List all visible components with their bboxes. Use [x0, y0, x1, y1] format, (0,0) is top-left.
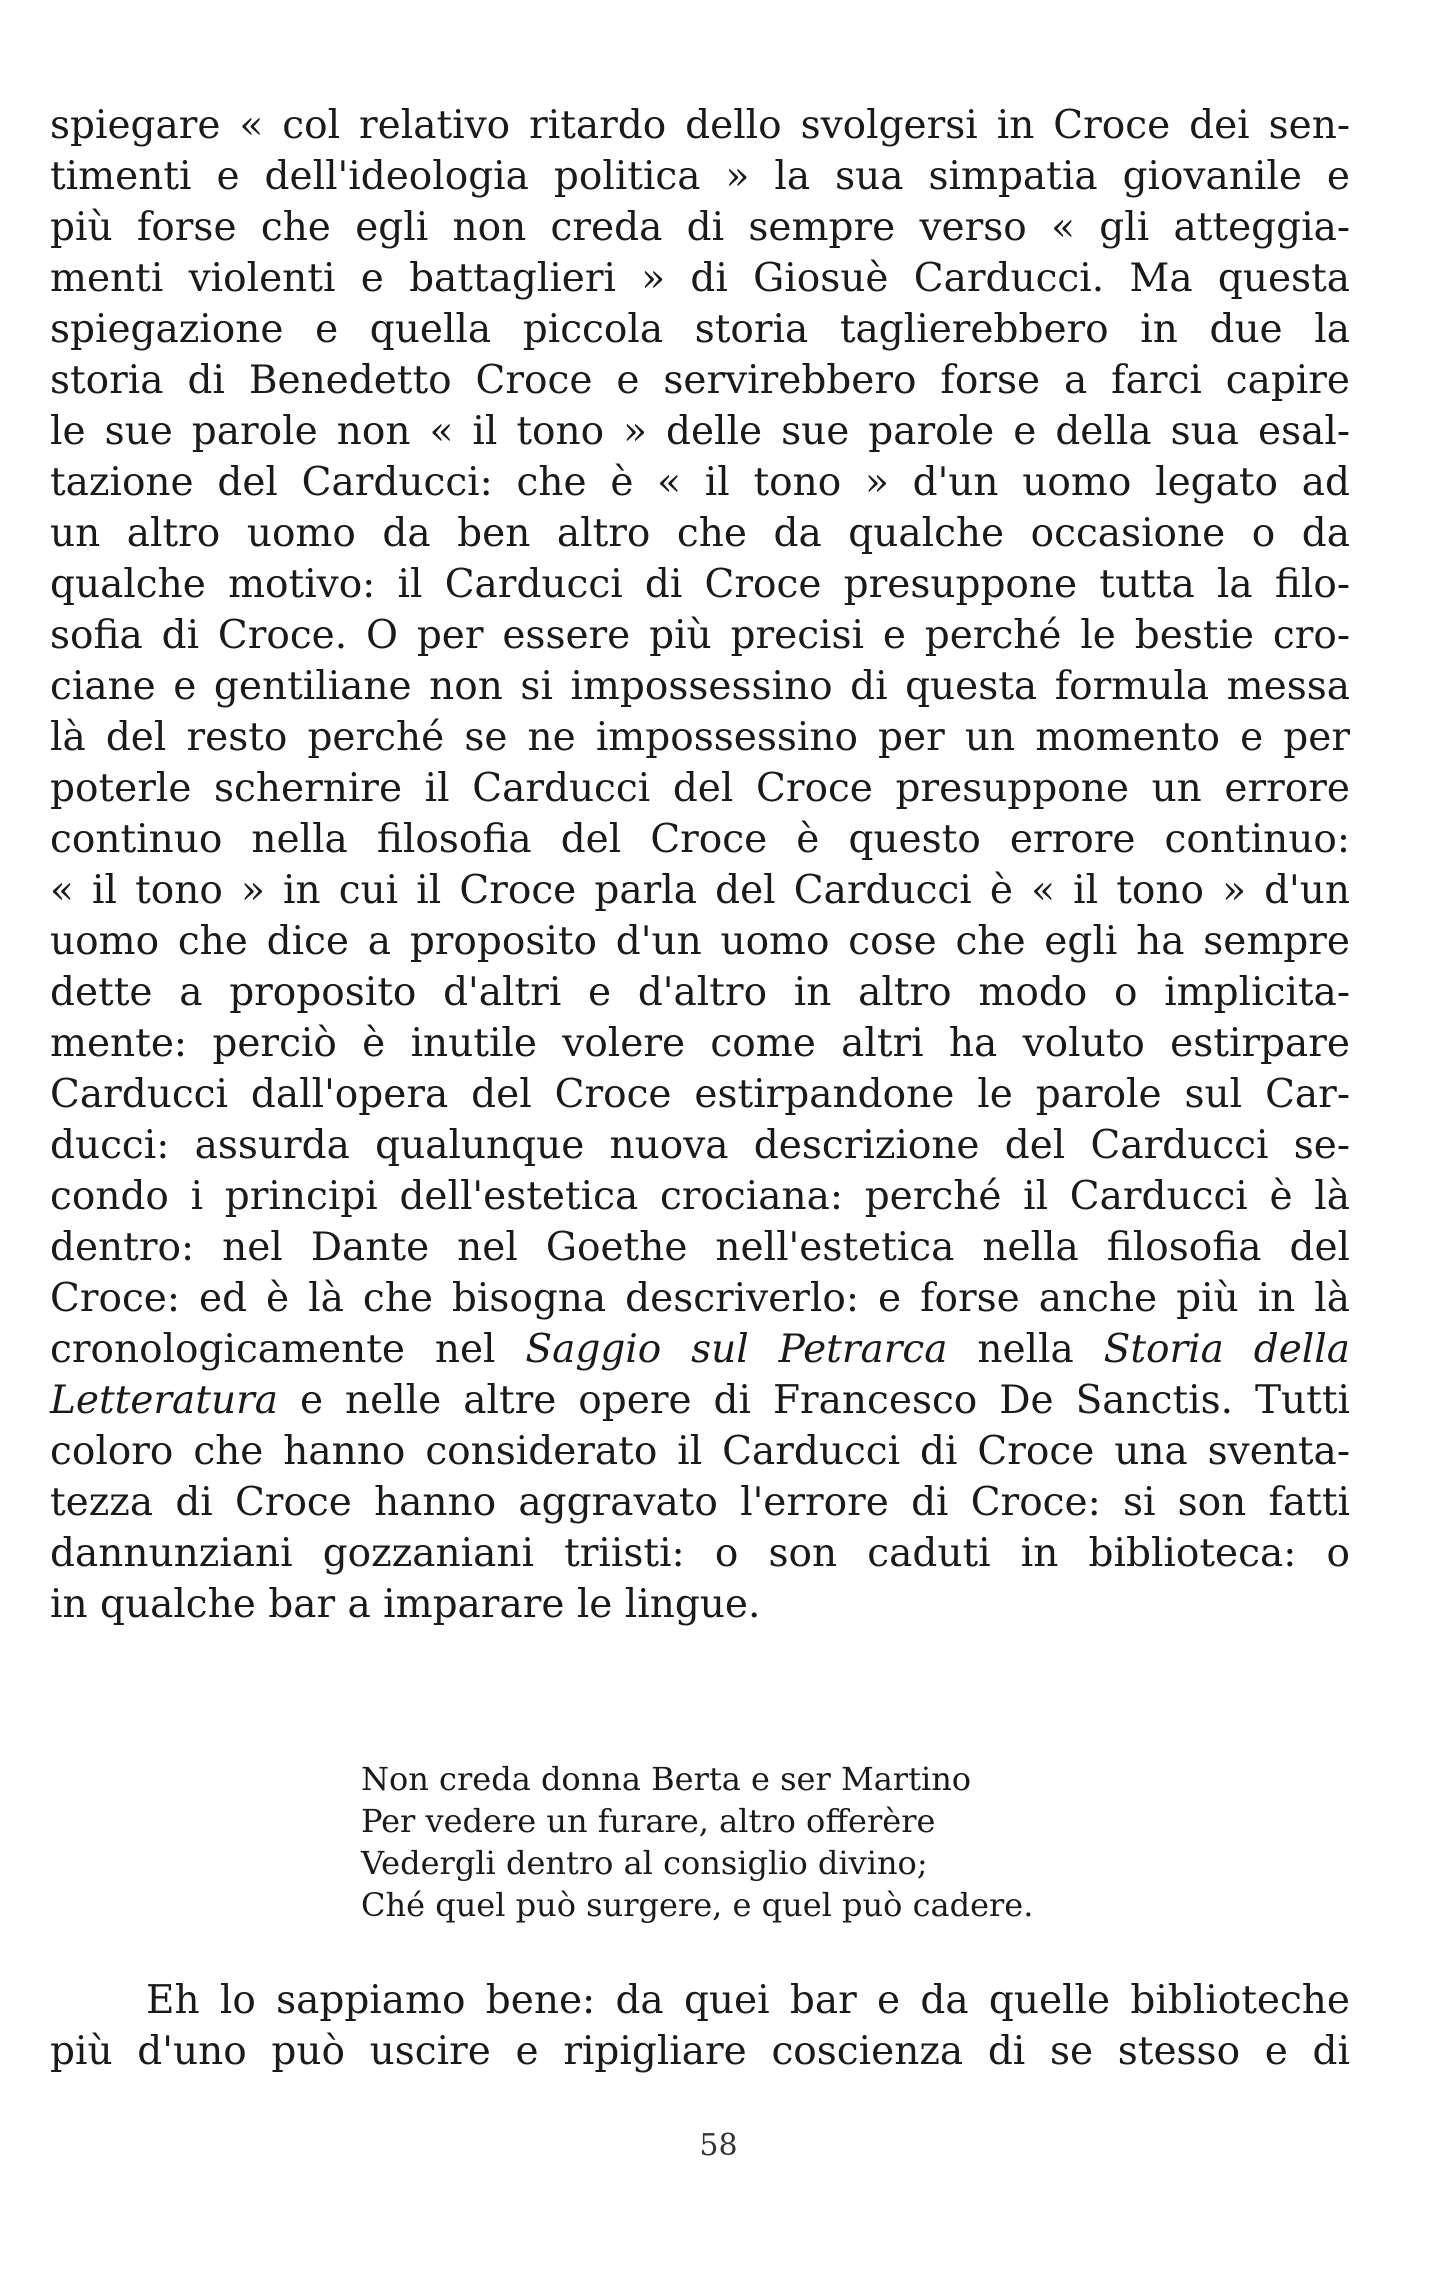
text-line: un altro uomo da ben altro che da qualche occasione o da	[50, 511, 1350, 556]
text-line: tezza di Croce hanno aggravato l'errore di Croce: si son fatti	[50, 1480, 1350, 1525]
text-line: ciane e gentiliane non si impossessino di questa formula messa	[50, 664, 1350, 709]
text-line: tazione del Carducci: che è « il tono » d'un uomo legato ad	[50, 460, 1350, 505]
text-line: timenti e dell'ideologia politica » la sua simpatia giovanile e	[50, 154, 1350, 199]
text-line: Croce: ed è là che bisogna descriverlo: e forse anche più in là	[50, 1276, 1350, 1321]
text-line: mente: perciò è inutile volere come altri ha voluto estirpare	[50, 1021, 1350, 1066]
continuation-paragraph	[50, 1975, 1350, 2077]
text-fragment: cronologicamente nel	[50, 1327, 526, 1372]
book-title-storia: Storia della	[1103, 1327, 1350, 1372]
page-number: 58	[699, 2128, 738, 2163]
text-line: dannunziani gozzaniani triisti: o son caduti in biblioteca: o	[50, 1531, 1350, 1576]
text-line: menti violenti e battaglieri » di Giosuè Carducci. Ma questa	[50, 256, 1350, 301]
text-line-with-titles	[50, 1375, 1350, 1426]
text-line: Eh lo sappiamo bene: da quei bar e da quelle biblioteche	[146, 1978, 1350, 2023]
text-line: continuo nella filosofia del Croce è questo errore continuo:	[50, 817, 1350, 862]
text-line: coloro che hanno considerato il Carducci di Croce una sventa-	[50, 1429, 1350, 1474]
text-fragment: nella	[947, 1327, 1104, 1372]
main-paragraph	[50, 100, 1350, 1630]
text-line: storia di Benedetto Croce e servirebbero forse a farci capire	[50, 358, 1350, 403]
text-line: uomo che dice a proposito d'un uomo cose che egli ha sempre	[50, 919, 1350, 964]
text-line: « il tono » in cui il Croce parla del Carducci è « il tono » d'un	[50, 868, 1350, 913]
verse-quotation	[361, 1758, 1081, 1926]
text-line: Carducci dall'opera del Croce estirpandone le parole sul Car-	[50, 1072, 1350, 1117]
text-line: poterle schernire il Carducci del Croce presuppone un errore	[50, 766, 1350, 811]
text-line: dette a proposito d'altri e d'altro in altro modo o implicita-	[50, 970, 1350, 1015]
text-line: ducci: assurda qualunque nuova descrizione del Carducci se-	[50, 1123, 1350, 1168]
text-fragment: e nelle altre opere di Francesco De Sanctis. Tutti	[277, 1378, 1350, 1423]
verse-line: Per vedere un furare, altro offerère	[361, 1802, 936, 1840]
book-title-letteratura: Letteratura	[50, 1378, 278, 1423]
verse-line: Vedergli dentro al consiglio divino;	[361, 1844, 928, 1882]
text-line: più d'uno può uscire e ripigliare coscienza di se stesso e di	[50, 2029, 1350, 2074]
text-line: spiegare « col relativo ritardo dello svolgersi in Croce dei sen-	[50, 103, 1350, 148]
text-line: le sue parole non « il tono » delle sue parole e della sua esal-	[50, 409, 1350, 454]
text-line: spiegazione e quella piccola storia taglierebbero in due la	[50, 307, 1350, 352]
text-line: condo i principi dell'estetica crociana: perché il Carducci è là	[50, 1174, 1350, 1219]
text-line: dentro: nel Dante nel Goethe nell'estetica nella filosofia del	[50, 1225, 1350, 1270]
text-line-with-titles	[50, 1324, 1350, 1375]
text-line: sofia di Croce. O per essere più precisi e perché le bestie cro-	[50, 613, 1350, 658]
text-line: in qualche bar a imparare le lingue.	[50, 1582, 761, 1627]
verse-line: Ché quel può surgere, e quel può cadere.	[361, 1886, 1034, 1924]
text-line: qualche motivo: il Carducci di Croce presuppone tutta la filo-	[50, 562, 1350, 607]
book-title-saggio: Saggio sul Petrarca	[525, 1327, 948, 1372]
text-line: là del resto perché se ne impossessino per un momento e per	[50, 715, 1350, 760]
text-line: più forse che egli non creda di sempre verso « gli atteggia-	[50, 205, 1350, 250]
verse-line: Non creda donna Berta e ser Martino	[361, 1760, 972, 1798]
